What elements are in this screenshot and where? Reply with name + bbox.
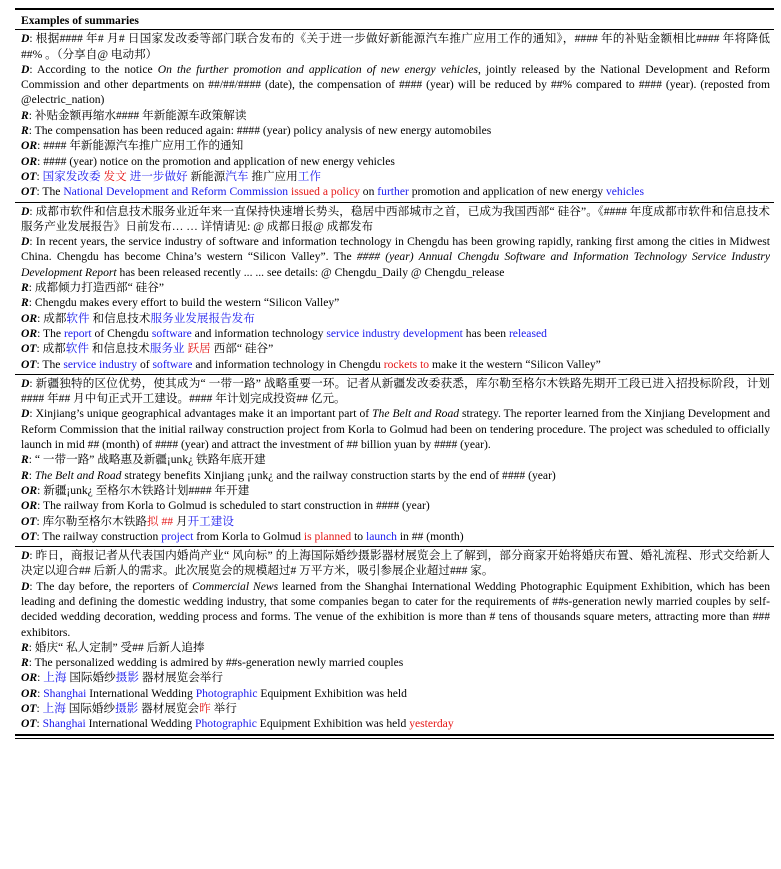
- row-text: in ## (month): [396, 529, 464, 543]
- summary-row-document: [21, 62, 770, 108]
- example-group: [15, 203, 774, 375]
- highlight-novel: 拟: [146, 514, 159, 528]
- highlight-novel: issued a policy: [290, 185, 360, 199]
- highlight-matched: project: [161, 529, 194, 543]
- row-text: learned from the Shanghai International Wedding Photographic Equipment Exhibition, which has been leading and defining the domestic wedding industry, that some companies began to cater for the requirements of ##s-generation newly married couples by self-decided wedding decoration, wedding process and forms. The venue of the exhibition is more than # tens of thousands square meters, attracting more than ### exhibitors.: [21, 579, 770, 639]
- summary-row-reference: [21, 468, 770, 483]
- highlight-matched: software: [152, 357, 193, 371]
- highlight-matched: 软件: [65, 342, 89, 356]
- summary-row-output-rnn: [21, 483, 770, 498]
- summary-row-reference: [21, 280, 770, 295]
- example-group: [15, 547, 774, 736]
- row-text: and information technology in Chengdu: [192, 357, 384, 371]
- highlight-matched: 软件: [66, 311, 90, 325]
- row-text: strategy benefits Xinjiang ¡unk¿ and the railway construction starts by the end of #### (year): [121, 468, 556, 482]
- row-tag: OR: [21, 483, 38, 497]
- highlight-matched: 开工建设: [187, 514, 234, 528]
- highlight-matched: Photographic: [195, 686, 258, 700]
- row-tag: D: [21, 32, 30, 46]
- row-text: : “ 一带一路” 战略惠及新疆¡unk¿ 铁路年底开建: [28, 453, 266, 467]
- highlight-matched: Shanghai: [43, 686, 87, 700]
- row-tag: R: [21, 453, 29, 467]
- row-tag: OT: [21, 185, 37, 199]
- example-group: [15, 375, 774, 547]
- row-text: strategy. The reporter learned from the Xinjiang Development and Reform Commission that the initial railway construction project from Korla to Golmud had been on tendering procedure. The project was scheduled to officially launch in mid ## (month) of #### (year) and attract the investment of ## billion yuan by #### (year).: [21, 407, 770, 452]
- italic-title: The Belt and Road: [34, 468, 122, 482]
- highlight-novel: is planned: [303, 529, 352, 543]
- row-tag: OR: [21, 326, 38, 340]
- row-tag: R: [21, 296, 29, 310]
- summary-row-output-rnn: [21, 138, 770, 153]
- row-text: make it the western “Silicon Valley”: [429, 357, 601, 371]
- row-text: , jointly released by the National Development and Reform Commission and other departments on ##/##/#### (date), the compensation of #### (year) will be reduced by ##% compared to #### (year). (reposted from @electric_nation): [21, 62, 770, 107]
- summary-row-output-transformer: [21, 529, 770, 544]
- row-tag: D: [21, 62, 30, 76]
- row-tag: R: [21, 656, 29, 670]
- row-text: : The: [36, 185, 64, 199]
- row-text: has been released recently ... ... see details: @ Chengdu_Daily @ Chengdu_release: [116, 265, 505, 279]
- highlight-matched: service industry development: [326, 326, 463, 340]
- highlight-matched: released: [508, 326, 547, 340]
- row-tag: R: [21, 108, 29, 122]
- row-tag: OR: [21, 139, 38, 153]
- row-text: International Wedding: [85, 717, 196, 731]
- row-text: : The day before, the reporters of: [29, 579, 193, 593]
- row-text: : #### 年新能源汽车推广应用工作的通知: [37, 139, 244, 153]
- highlight-matched: report: [63, 326, 92, 340]
- highlight-matched: 上海: [42, 702, 66, 716]
- summary-row-document: [21, 204, 770, 235]
- row-tag: R: [21, 468, 29, 482]
- highlight-matched: 服务业: [149, 342, 185, 356]
- summary-row-document: [21, 376, 770, 407]
- row-text: 器材展览会举行: [138, 671, 223, 685]
- highlight-matched: Photographic: [195, 717, 257, 731]
- highlight-matched: service industry: [63, 357, 138, 371]
- highlight-matched: 汽车: [225, 169, 249, 183]
- row-text: of Chengdu: [91, 326, 152, 340]
- row-text: 和信息技术: [89, 311, 151, 325]
- row-text: 和信息技术: [88, 342, 150, 356]
- row-text: : 成都市软件和信息技术服务业近年来一直保持快速增长势头，稳居中西部城市之首，已成为我国西部“ 硅谷”。《#### 年度成都市软件和信息技术服务产业发展报告》日前发布… … 详情请见: @ 成都日报@ 成都发布: [21, 204, 770, 233]
- highlight-matched: 摄影: [115, 671, 139, 685]
- row-tag: D: [21, 204, 30, 218]
- row-tag: OR: [21, 154, 38, 168]
- table-title: Examples of summaries: [15, 10, 774, 30]
- row-text: : 新疆¡unk¿ 至格尔木铁路计划#### 年开建: [37, 483, 250, 497]
- summary-row-output-transformer: [21, 716, 770, 731]
- row-text: :: [28, 468, 35, 482]
- row-text: from Korla to Golmud: [193, 529, 304, 543]
- row-text: Equipment Exhibition was held: [257, 686, 407, 700]
- row-text: 西部“ 硅谷”: [210, 342, 274, 356]
- highlight-matched: software: [151, 326, 192, 340]
- row-text: 举行: [210, 702, 237, 716]
- highlight-novel: 昨: [199, 702, 211, 716]
- summary-row-output-transformer: [21, 169, 770, 184]
- row-text: promotion and application of new energy: [408, 185, 606, 199]
- summary-row-output-transformer: [21, 341, 770, 356]
- row-text: and information technology: [191, 326, 327, 340]
- highlight-novel: yesterday: [409, 717, 454, 731]
- row-text: : The compensation has been reduced again: #### (year) policy analysis of new energy automobiles: [28, 124, 492, 138]
- summary-row-output-transformer: [21, 701, 770, 716]
- highlight-matched: 上海: [43, 671, 67, 685]
- row-text: :: [36, 702, 43, 716]
- row-text: : The railway from Korla to Golmud is scheduled to start construction in #### (year): [37, 499, 430, 513]
- row-tag: OT: [21, 529, 37, 543]
- summary-row-reference: [21, 108, 770, 123]
- italic-title: Commercial News: [192, 579, 279, 593]
- row-text: 国际婚纱: [65, 702, 116, 716]
- italic-title: The Belt and Road: [372, 407, 460, 421]
- row-text: : #### (year) notice on the promotion and application of new energy vehicles: [37, 154, 395, 168]
- row-text: : 成都: [36, 342, 66, 356]
- row-text: 推广应用: [248, 169, 298, 183]
- row-text: : 昨日，商报记者从代表国内婚尚产业“ 风向标” 的上海国际婚纱摄影器材展览会上了解到，部分商家开始将婚庆布置、婚礼流程、形式交给新人决定以迎合## 后新人的需求。此次展览会的规模超过# 万平方米，吸引参展企业超过### 家。: [21, 549, 770, 578]
- row-text: International Wedding: [86, 686, 196, 700]
- summary-row-output-rnn: [21, 670, 770, 685]
- highlight-matched: further: [377, 185, 409, 199]
- summary-row-document: [21, 579, 770, 640]
- row-text: : 婚庆“ 私人定制” 受## 后新人追捧: [28, 640, 205, 654]
- row-text: of: [137, 357, 153, 371]
- row-text: 国际婚纱: [66, 671, 116, 685]
- row-text: : The personalized wedding is admired by ##s-generation newly married couples: [28, 656, 404, 670]
- row-text: : According to the notice: [29, 62, 158, 76]
- summary-row-output-rnn: [21, 498, 770, 513]
- highlight-novel: 发文: [103, 169, 127, 183]
- row-tag: OR: [21, 686, 38, 700]
- row-tag: OT: [21, 702, 37, 716]
- table-bottom-rule: [15, 738, 774, 739]
- row-tag: R: [21, 281, 29, 295]
- row-tag: OT: [21, 169, 37, 183]
- row-tag: OT: [21, 357, 37, 371]
- row-text: : 成都倾力打造西部“ 硅谷”: [28, 281, 164, 295]
- summary-row-document: [21, 548, 770, 579]
- summary-row-output-rnn: [21, 686, 770, 701]
- row-text: : The railway construction: [36, 529, 162, 543]
- summary-row-reference: [21, 452, 770, 467]
- example-group: [15, 30, 774, 202]
- row-tag: R: [21, 124, 29, 138]
- row-tag: D: [21, 579, 30, 593]
- highlight-matched: launch: [366, 529, 397, 543]
- summary-row-output-rnn: [21, 326, 770, 341]
- row-text: Equipment Exhibition was held: [256, 717, 410, 731]
- row-tag: D: [21, 549, 30, 563]
- summary-row-reference: [21, 655, 770, 670]
- row-text: :: [37, 671, 44, 685]
- row-text: : The: [36, 357, 64, 371]
- row-text: : 补贴金额再缩水#### 年新能源车政策解读: [28, 108, 247, 122]
- summary-row-output-transformer: [21, 184, 770, 199]
- summary-examples-table: [15, 8, 774, 739]
- row-tag: OR: [21, 671, 38, 685]
- highlight-matched: 摄影: [115, 702, 139, 716]
- row-tag: OR: [21, 499, 38, 513]
- highlight-matched: 国家发改委: [42, 169, 101, 183]
- row-text: :: [36, 717, 43, 731]
- highlight-novel: ##: [161, 514, 174, 528]
- row-tag: OT: [21, 717, 37, 731]
- row-text: to: [351, 529, 367, 543]
- row-tag: OT: [21, 514, 37, 528]
- row-text: : Chengdu makes every effort to build the western “Silicon Valley”: [28, 296, 340, 310]
- summary-row-output-transformer: [21, 514, 770, 529]
- row-text: : 成都: [37, 311, 67, 325]
- row-text: has been: [462, 326, 509, 340]
- summary-row-reference: [21, 640, 770, 655]
- highlight-matched: Shanghai: [42, 717, 86, 731]
- row-tag: R: [21, 640, 29, 654]
- highlight-matched: National Development and Reform Commission: [63, 185, 289, 199]
- summary-row-output-rnn: [21, 154, 770, 169]
- italic-title: On the further promotion and application of new energy vehicles: [157, 62, 479, 76]
- row-text: : 新疆独特的区位优势，使其成为“ 一带一路” 战略重要一环。记者从新疆发改委获悉，库尔勒至格尔木铁路先期开工段已进入招投标阶段，计划#### 年## 月中旬正式开工建设。#### 年计划完成投资## 亿元。: [21, 376, 770, 406]
- summary-row-document: [21, 31, 770, 62]
- highlight-matched: 服务业发展报告发布: [150, 311, 255, 325]
- summary-row-output-transformer: [21, 357, 770, 372]
- row-text: : 根据#### 年# 月# 日国家发改委等部门联合发布的《关于进一步做好新能源汽车推广应用工作的通知》，#### 年的补贴金额相比#### 年将降低##% 。（分享自@ 电动邦）: [21, 32, 770, 61]
- row-text: : 库尔勒至格尔木铁路: [36, 514, 147, 528]
- summary-row-document: [21, 234, 770, 280]
- summary-row-output-rnn: [21, 311, 770, 326]
- highlight-novel: rockets to: [383, 357, 430, 371]
- row-tag: D: [21, 376, 30, 390]
- table-body: [15, 30, 774, 735]
- row-tag: D: [21, 235, 30, 249]
- highlight-matched: 工作: [297, 169, 321, 183]
- highlight-matched: vehicles: [605, 185, 644, 199]
- row-text: 新能源: [187, 169, 226, 183]
- row-text: :: [36, 169, 43, 183]
- italic-title: #### (year) Annual Chengdu Software and Information Technology Service Industry Development Report: [21, 250, 770, 279]
- row-tag: D: [21, 407, 30, 421]
- row-text: 器材展览会: [138, 702, 200, 716]
- row-tag: OT: [21, 342, 37, 356]
- row-text: on: [359, 185, 378, 199]
- row-text: : In recent years, the service industry of software and information technology in Chengdu has been growing rapidly, ranking first among the cities in Midwest China. Chengdu has become China’s western “Silicon Valley”. The: [21, 235, 770, 264]
- row-tag: OR: [21, 311, 38, 325]
- row-text: : Xinjiang’s unique geographical advantages make it an important part of: [29, 407, 373, 421]
- row-text: :: [37, 686, 44, 700]
- summary-row-reference: [21, 123, 770, 138]
- row-text: : The: [37, 326, 64, 340]
- row-text: 月: [173, 514, 188, 528]
- highlight-matched: 进一步做好: [129, 169, 188, 183]
- summary-row-document: [21, 406, 770, 452]
- summary-row-reference: [21, 295, 770, 310]
- highlight-novel: 跃居: [187, 342, 211, 356]
